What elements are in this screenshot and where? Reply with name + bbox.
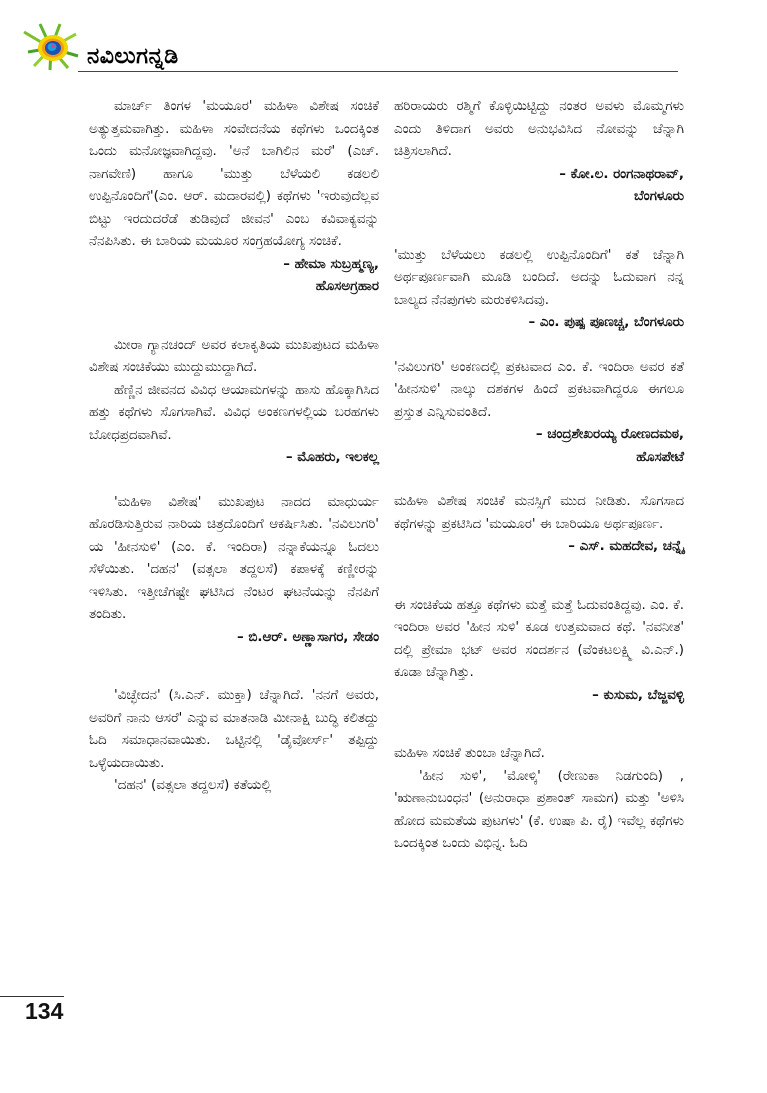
letter-paragraph: ಮಾರ್ಚ್ ತಿಂಗಳ 'ಮಯೂರ' ಮಹಿಳಾ ವಿಶೇಷ ಸಂಚಿಕೆ ಅತ್ಯುತ್ತಮವಾಗಿತ್ತು. ಮಹಿಳಾ ಸಂವೇದನೆಯ ಕಥೆಗಳು ಒಂದಕ್ಕಿಂತ ಒಂದು ಮನೋಜ್ಞವಾಗಿದ್ದವು. 'ಅನೆ ಬಾಗಿಲಿನ ಮರೆ' (ಎಚ್. ನಾಗವೇಣಿ) ಹಾಗೂ 'ಮುತ್ತು ಬೆಳೆಯಲಿ ಕಡಲಲಿ ಉಪ್ಪಿನೊಂದಿಗೆ'(ಎಂ. ಆರ್. ಮದಾರವಲ್ಲಿ) ಕಥೆಗಳು 'ಇರುವುದೆಲ್ಲವ ಬಿಟ್ಟು ಇರದುದರೆಡೆ ತುಡಿವುದೆ ಜೀವನ' ಎಂಬ ಕವಿವಾಕ್ಯವನ್ನು ನೆನಪಿಸಿತು. ಈ ಬಾರಿಯ ಮಯೂರ ಸಂಗ್ರಹಯೋಗ್ಯ ಸಂಚಿಕೆ. xyxy=(89,99,379,249)
letter-paragraph: 'ವಿಚ್ಛೇದನ' (ಸಿ.ಎನ್. ಮುಕ್ತಾ) ಚೆನ್ನಾಗಿದೆ. 'ನನಗೆ ಅವರು, ಅವರಿಗೆ ನಾನು ಆಸರೆ' ಎನ್ನುವ ಮಾತನಾಡಿ ಮೀನಾಕ್ಷಿ ಬುದ್ಧಿ ಕಲಿತದ್ದು ಓದಿ ಸಮಾಧಾನವಾಯಿತು. ಒಟ್ಟಿನಲ್ಲಿ 'ಡೈವೋರ್ಸ್' ತಪ್ಪಿದ್ದು ಒಳ್ಳೆಯದಾಯಿತು. xyxy=(89,688,379,771)
page-number-rule xyxy=(0,996,64,997)
letter xyxy=(89,685,379,798)
letter xyxy=(394,743,684,856)
letter xyxy=(394,357,684,470)
right-column xyxy=(394,96,684,886)
letter-signature: – ಎಂ. ಪುಷ್ಪ ಪೂಣಚ್ಚ, ಬೆಂಗಳೂರು xyxy=(528,315,684,330)
letter-paragraph: 'ನವಿಲುಗರಿ' ಅಂಕಣದಲ್ಲಿ ಪ್ರಕಟವಾದ ಎಂ. ಕೆ. ಇಂದಿರಾ ಅವರ ಕತೆ 'ಹೀನಸುಳಿ' ನಾಲ್ಕು ದಶಕಗಳ ಹಿಂದೆ ಪ್ರಕಟವಾಗಿದ್ದರೂ ಈಗಲೂ ಪ್ರಸ್ತುತ ಎನ್ನಿಸುವಂತಿದೆ. xyxy=(394,359,684,420)
magazine-section-title: ನವಿಲುಗನ್ನಡಿ xyxy=(87,44,179,69)
letter-paragraph: ಹೆಣ್ಣಿನ ಜೀವನದ ವಿವಿಧ ಆಯಾಮಗಳನ್ನು ಹಾಸು ಹೊಕ್ಕಾಗಿಸಿದ ಹತ್ತು ಕಥೆಗಳು ಸೊಗಸಾಗಿವೆ. ವಿವಿಧ ಅಂಕಣಗಳಲ್ಲಿಯ ಬರಹಗಳು ಬೋಧಪ್ರದವಾಗಿವೆ. xyxy=(89,382,379,443)
letter xyxy=(89,335,379,470)
letter-signature: – ಕುಸುಮ, ಬೆಜ್ಜವಳ್ಳಿ xyxy=(592,687,684,703)
letter-signature: – ಎಸ್. ಮಹದೇವ, ಚನ್ನೈ xyxy=(568,539,684,554)
header-divider xyxy=(78,71,678,72)
letter xyxy=(89,492,379,650)
letter xyxy=(394,245,684,335)
letter-signature: – ಹೇಮಾ ಸುಬ್ರಹ್ಮಣ್ಯ, ಹೊಸಅಗ್ರಹಾರ xyxy=(283,256,379,294)
letter-paragraph: ಈ ಸಂಚಿಕೆಯ ಹತ್ತೂ ಕಥೆಗಳು ಮತ್ತೆ ಮತ್ತೆ ಓದುವಂತಿದ್ದವು. ಎಂ. ಕೆ. ಇಂದಿರಾ ಅವರ 'ಹೀನ ಸುಳಿ' ಕೂಡ ಉತ್ತಮವಾದ ಕಥೆ. 'ನವನೀತ' ದಲ್ಲಿ ಪ್ರೇಮಾ ಭಟ್ ಅವರ ಸಂದರ್ಶನ (ವೆಂಕಟಲಕ್ಷ್ಮಿ ವಿ.ಎನ್.) ಕೂಡಾ ಚೆನ್ನಾಗಿತ್ತು. xyxy=(394,597,684,680)
letter-paragraph: ಮೀರಾ ಗ್ಯಾನಚಂದ್ ಅವರ ಕಲಾಕೃತಿಯ ಮುಖಪುಟದ ಮಹಿಳಾ ವಿಶೇಷ ಸಂಚಿಕೆಯು ಮುದ್ದುಮುದ್ದಾಗಿದೆ. xyxy=(89,337,379,375)
page-header xyxy=(0,0,767,80)
left-column xyxy=(89,96,379,828)
page-number: 134 xyxy=(25,998,64,1024)
letter xyxy=(394,96,684,209)
letter-signature: – ಬಿ.ಆರ್. ಅಣ್ಣಾಸಾಗರ, ಸೇಡಂ xyxy=(237,629,379,645)
letter-paragraph: 'ಹೀನ ಸುಳಿ', 'ಮೋಳ್ಕಿ' (ರೇಣುಕಾ ನಿಡಗುಂದಿ) , 'ಋಣಾನುಬಂಧನ' (ಅನುರಾಧಾ ಪ್ರಶಾಂತ್ ಸಾಮಗ) ಮತ್ತು 'ಅಳಿಸಿ ಹೋದ ಮಮತೆಯ ಪುಟಗಳು' (ಕೆ. ಉಷಾ ಪಿ. ರೈ) ಇವೆಲ್ಲ ಕಥೆಗಳು ಒಂದಕ್ಕಿಂತ ಒಂದು ವಿಭಿನ್ನ. ಓದಿ xyxy=(394,768,684,851)
letter-signature: – ಮೊಹರು, ಇಲಕಲ್ಲ xyxy=(285,450,379,465)
letter-paragraph: 'ಮುತ್ತು ಬೆಳೆಯಲು ಕಡಲಲ್ಲಿ ಉಪ್ಪಿನೊಂದಿಗೆ' ಕತೆ ಚೆನ್ನಾಗಿ ಅರ್ಥಪೂರ್ಣವಾಗಿ ಮೂಡಿ ಬಂದಿದೆ. ಅದನ್ನು ಓದುವಾಗ ನನ್ನ ಬಾಲ್ಯದ ನೆನಪುಗಳು ಮರುಕಳಿಸಿದವು. xyxy=(394,247,684,308)
letter xyxy=(394,491,684,559)
letter-signature: – ಕೋ.ಲ. ರಂಗನಾಥರಾವ್, ಬೆಂಗಳೂರು xyxy=(559,166,684,204)
peacock-feather-icon xyxy=(22,22,80,72)
letter xyxy=(89,96,379,299)
letter xyxy=(394,595,684,708)
letter-paragraph: 'ಮಹಿಳಾ ವಿಶೇಷ' ಮುಖಪುಟ ನಾದದ ಮಾಧುರ್ಯ ಹೊರಡಿಸುತ್ತಿರುವ ನಾರಿಯ ಚಿತ್ರದೊಂದಿಗೆ ಆಕರ್ಷಿಸಿತು. 'ನವಿಲುಗರಿ' ಯ 'ಹೀನಸುಳಿ' (ಎಂ. ಕೆ. ಇಂದಿರಾ) ನನ್ನಾಕೆಯನ್ನೂ ಓದಲು ಸೆಳೆಯಿತು. 'ದಹನ' (ವತ್ಸಲಾ ತದ್ದಲಸೆ) ಕಪಾಳಕ್ಕೆ ಕಣ್ಣೀರನ್ನು ಇಳಿಸಿತು. ಇತ್ತೀಚೆಗಷ್ಟೇ ಘಟಿಸಿದ ನೆಂಟರ ಘಟನೆಯನ್ನು ನೆನಪಿಗೆ ತಂದಿತು. xyxy=(89,494,379,622)
letter-signature: – ಚಂದ್ರಶೇಖರಯ್ಯ ರೋಣದಮಠ, ಹೊಸಪೇಟೆ xyxy=(535,427,684,465)
letter-paragraph: ಮಹಿಳಾ ಸಂಚಿಕೆ ತುಂಬಾ ಚೆನ್ನಾಗಿದೆ. xyxy=(394,746,545,761)
letter-paragraph: ಮಹಿಳಾ ವಿಶೇಷ ಸಂಚಿಕೆ ಮನಸ್ಸಿಗೆ ಮುದ ನೀಡಿತು. ಸೊಗಸಾದ ಕಥೆಗಳನ್ನು ಪ್ರಕಟಿಸಿದ 'ಮಯೂರ' ಈ ಬಾರಿಯೂ ಅರ್ಥಪೂರ್ಣ. xyxy=(394,494,684,532)
letter-paragraph: 'ದಹನ' (ವತ್ಸಲಾ ತದ್ದಲಸೆ) ಕತೆಯಲ್ಲಿ xyxy=(114,778,272,793)
letter-paragraph: ಹರಿರಾಯರು ರಶ್ಮಿಗೆ ಕೊಳ್ಳಿಯಿಟ್ಟಿದ್ದು ನಂತರ ಅವಳು ಮೊಮ್ಮಗಳು ಎಂದು ತಿಳಿದಾಗ ಅವರು ಅನುಭವಿಸಿದ ನೋವನ್ನು ಚೆನ್ನಾಗಿ ಚಿತ್ರಿಸಲಾಗಿದೆ. xyxy=(394,99,684,159)
